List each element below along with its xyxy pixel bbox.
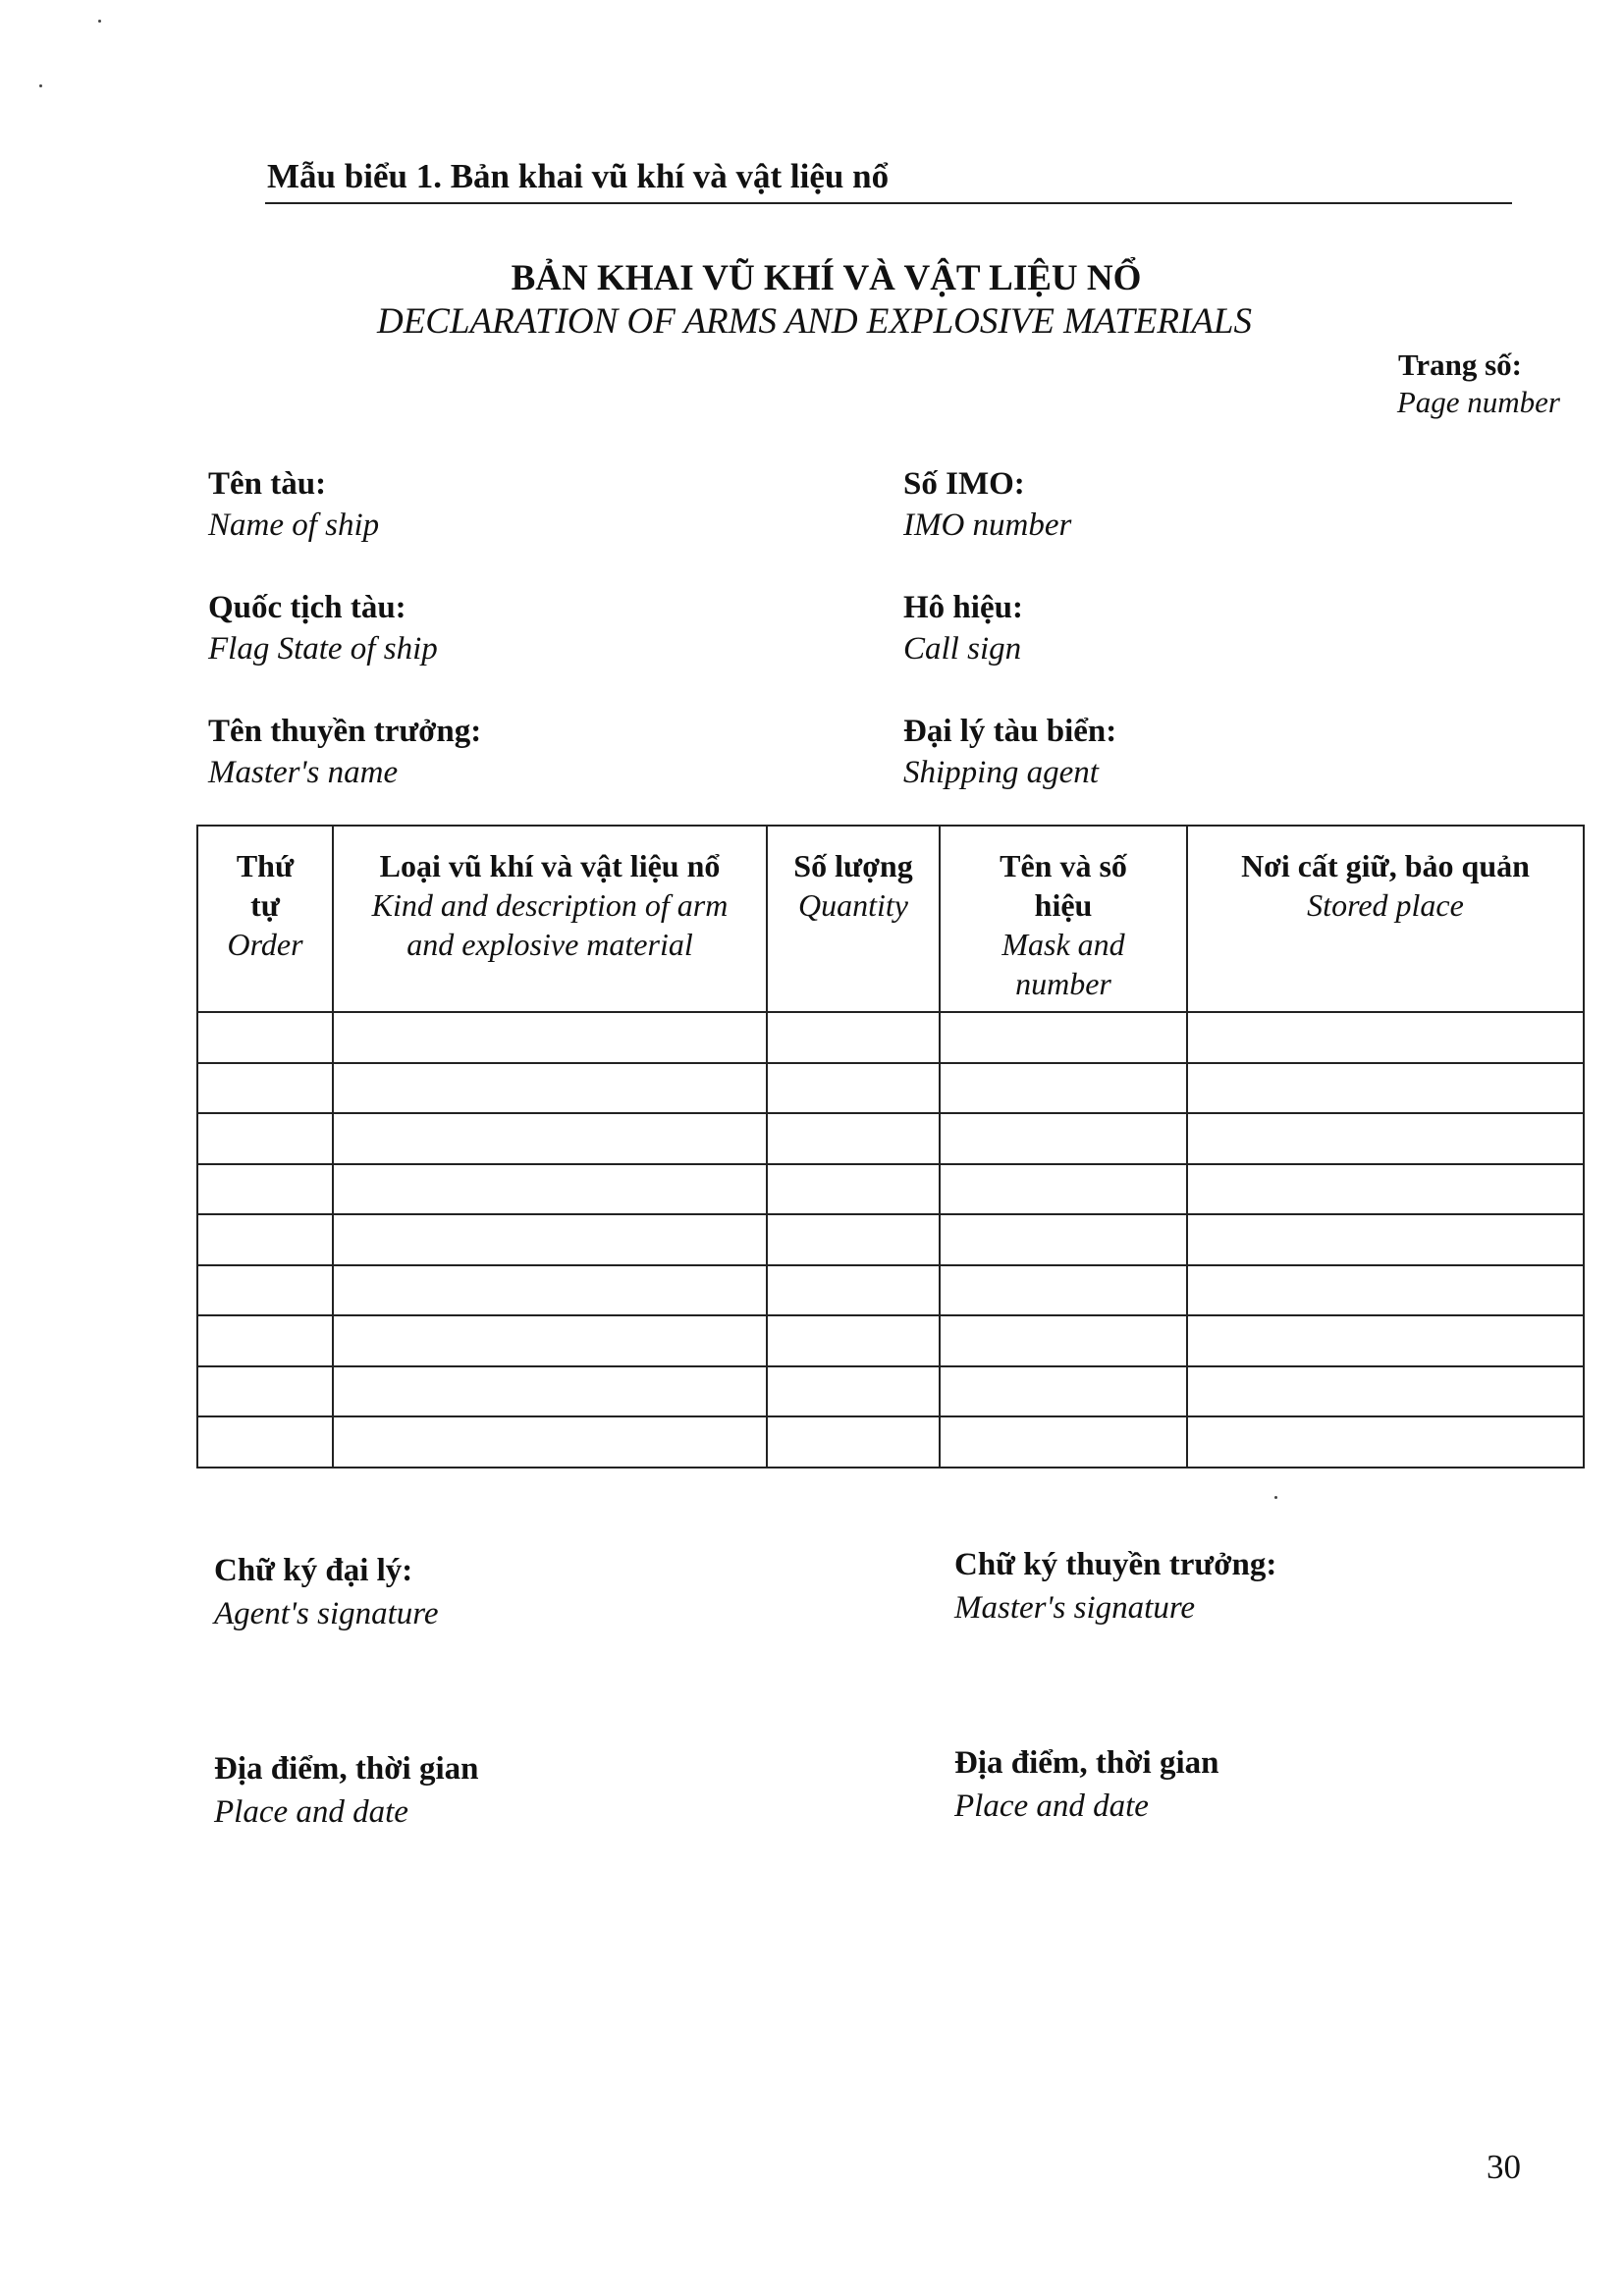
table-cell[interactable] xyxy=(333,1012,767,1063)
table-row xyxy=(197,1012,1584,1063)
table-cell[interactable] xyxy=(940,1063,1187,1114)
page-number: 30 xyxy=(1487,2148,1521,2186)
table-row xyxy=(197,1214,1584,1265)
table-cell[interactable] xyxy=(197,1315,333,1366)
signature-label-vi: Chữ ký thuyền trưởng: xyxy=(954,1547,1277,1582)
table-cell[interactable] xyxy=(333,1113,767,1164)
field-label-vi: Hô hiệu: xyxy=(903,590,1023,625)
table-cell[interactable] xyxy=(767,1366,940,1417)
table-cell[interactable] xyxy=(767,1164,940,1215)
field-label-vi: Tên tàu: xyxy=(208,466,327,502)
table-cell[interactable] xyxy=(940,1366,1187,1417)
field-flag-state xyxy=(208,587,438,669)
place-date-label-en: Place and date xyxy=(954,1789,1149,1824)
table-cell[interactable] xyxy=(197,1416,333,1468)
table-row xyxy=(197,1063,1584,1114)
column-header-vi: Loại vũ khí và vật liệu nổ xyxy=(379,848,721,883)
table-cell[interactable] xyxy=(333,1366,767,1417)
field-imo-number xyxy=(903,463,1071,546)
field-label-en: Master's name xyxy=(208,755,399,790)
table-cell[interactable] xyxy=(333,1063,767,1114)
table-cell[interactable] xyxy=(1187,1366,1584,1417)
column-header-vi: Tên và số hiệu xyxy=(1000,848,1127,923)
table-cell[interactable] xyxy=(197,1214,333,1265)
table-cell[interactable] xyxy=(940,1416,1187,1468)
column-header-en: Mask and number xyxy=(1001,927,1125,1001)
table-row xyxy=(197,1315,1584,1366)
form-label: Mẫu biểu 1. Bản khai vũ khí và vật liệu nổ xyxy=(267,157,890,195)
declaration-table xyxy=(196,825,1585,1468)
table-cell[interactable] xyxy=(333,1416,767,1468)
table-cell[interactable] xyxy=(197,1164,333,1215)
table-cell[interactable] xyxy=(197,1113,333,1164)
table-cell[interactable] xyxy=(767,1063,940,1114)
table-header-row xyxy=(197,826,1584,1012)
signature-label-en: Agent's signature xyxy=(214,1596,439,1631)
table-cell[interactable] xyxy=(197,1012,333,1063)
table-cell[interactable] xyxy=(940,1012,1187,1063)
column-header-mask-number xyxy=(940,826,1187,1012)
master-signature-block xyxy=(954,1543,1276,1629)
title-vietnamese: BẢN KHAI VŨ KHÍ VÀ VẬT LIỆU NỔ xyxy=(511,258,1142,298)
place-date-label-en: Place and date xyxy=(214,1794,408,1830)
field-label-vi: Quốc tịch tàu: xyxy=(208,590,406,625)
field-label-en: Flag State of ship xyxy=(208,631,438,667)
table-cell[interactable] xyxy=(333,1214,767,1265)
table-cell[interactable] xyxy=(1187,1164,1584,1215)
agent-signature-block xyxy=(214,1549,439,1635)
table-cell[interactable] xyxy=(333,1315,767,1366)
column-header-vi: Số lượng xyxy=(793,848,913,883)
page-number-label-vi: Trang số: xyxy=(1397,347,1522,382)
field-label-vi: Tên thuyền trưởng: xyxy=(208,714,482,749)
table-row xyxy=(197,1416,1584,1468)
signature-label-vi: Chữ ký đại lý: xyxy=(214,1553,413,1588)
place-date-label-vi: Địa điểm, thời gian xyxy=(214,1751,479,1787)
table-row xyxy=(197,1164,1584,1215)
table-cell[interactable] xyxy=(333,1265,767,1316)
table-cell[interactable] xyxy=(767,1315,940,1366)
table-cell[interactable] xyxy=(1187,1315,1584,1366)
scan-speck xyxy=(39,84,42,87)
column-header-kind xyxy=(333,826,767,1012)
field-shipping-agent xyxy=(903,711,1116,793)
signature-label-en: Master's signature xyxy=(954,1590,1196,1626)
table-row xyxy=(197,1265,1584,1316)
column-header-vi: Nơi cất giữ, bảo quản xyxy=(1241,848,1530,883)
table-cell[interactable] xyxy=(940,1214,1187,1265)
table-cell[interactable] xyxy=(1187,1113,1584,1164)
column-header-en: Stored place xyxy=(1307,887,1464,923)
scan-speck xyxy=(1274,1496,1277,1499)
column-header-en: Order xyxy=(227,927,303,962)
field-label-vi: Số IMO: xyxy=(903,466,1025,502)
field-master-name xyxy=(208,711,481,793)
field-label-vi: Đại lý tàu biển: xyxy=(903,714,1117,749)
table-cell[interactable] xyxy=(767,1416,940,1468)
place-date-label-vi: Địa điểm, thời gian xyxy=(954,1745,1219,1781)
table-cell[interactable] xyxy=(333,1164,767,1215)
table-cell[interactable] xyxy=(197,1063,333,1114)
table-cell[interactable] xyxy=(1187,1416,1584,1468)
field-ship-name xyxy=(208,463,379,546)
table-cell[interactable] xyxy=(1187,1214,1584,1265)
table-cell[interactable] xyxy=(940,1164,1187,1215)
title-english: DECLARATION OF ARMS AND EXPLOSIVE MATERIALS xyxy=(376,301,1253,342)
field-label-en: Call sign xyxy=(903,631,1022,667)
scan-speck xyxy=(98,20,101,23)
table-cell[interactable] xyxy=(1187,1012,1584,1063)
table-cell[interactable] xyxy=(767,1214,940,1265)
place-date-left xyxy=(214,1747,478,1834)
field-label-en: IMO number xyxy=(903,507,1072,543)
table-cell[interactable] xyxy=(940,1113,1187,1164)
table-cell[interactable] xyxy=(197,1265,333,1316)
column-header-quantity xyxy=(767,826,940,1012)
column-header-en: Kind and description of arm and explosive material xyxy=(371,887,729,962)
table-cell[interactable] xyxy=(197,1366,333,1417)
table-row xyxy=(197,1113,1584,1164)
table-cell[interactable] xyxy=(940,1315,1187,1366)
place-date-right xyxy=(954,1741,1218,1828)
header-rule xyxy=(265,202,1512,204)
table-cell[interactable] xyxy=(1187,1063,1584,1114)
column-header-vi: Thứ tự xyxy=(236,848,295,923)
table-cell[interactable] xyxy=(767,1012,940,1063)
column-header-order xyxy=(197,826,333,1012)
table-cell[interactable] xyxy=(767,1265,940,1316)
table-cell[interactable] xyxy=(940,1265,1187,1316)
field-call-sign xyxy=(903,587,1023,669)
field-label-en: Name of ship xyxy=(208,507,380,543)
table-row xyxy=(197,1366,1584,1417)
page-number-label-en: Page number xyxy=(1396,385,1560,419)
field-label-en: Shipping agent xyxy=(903,755,1099,790)
column-header-en: Quantity xyxy=(798,887,908,923)
table-cell[interactable] xyxy=(1187,1265,1584,1316)
table-cell[interactable] xyxy=(767,1113,940,1164)
column-header-stored-place xyxy=(1187,826,1584,1012)
